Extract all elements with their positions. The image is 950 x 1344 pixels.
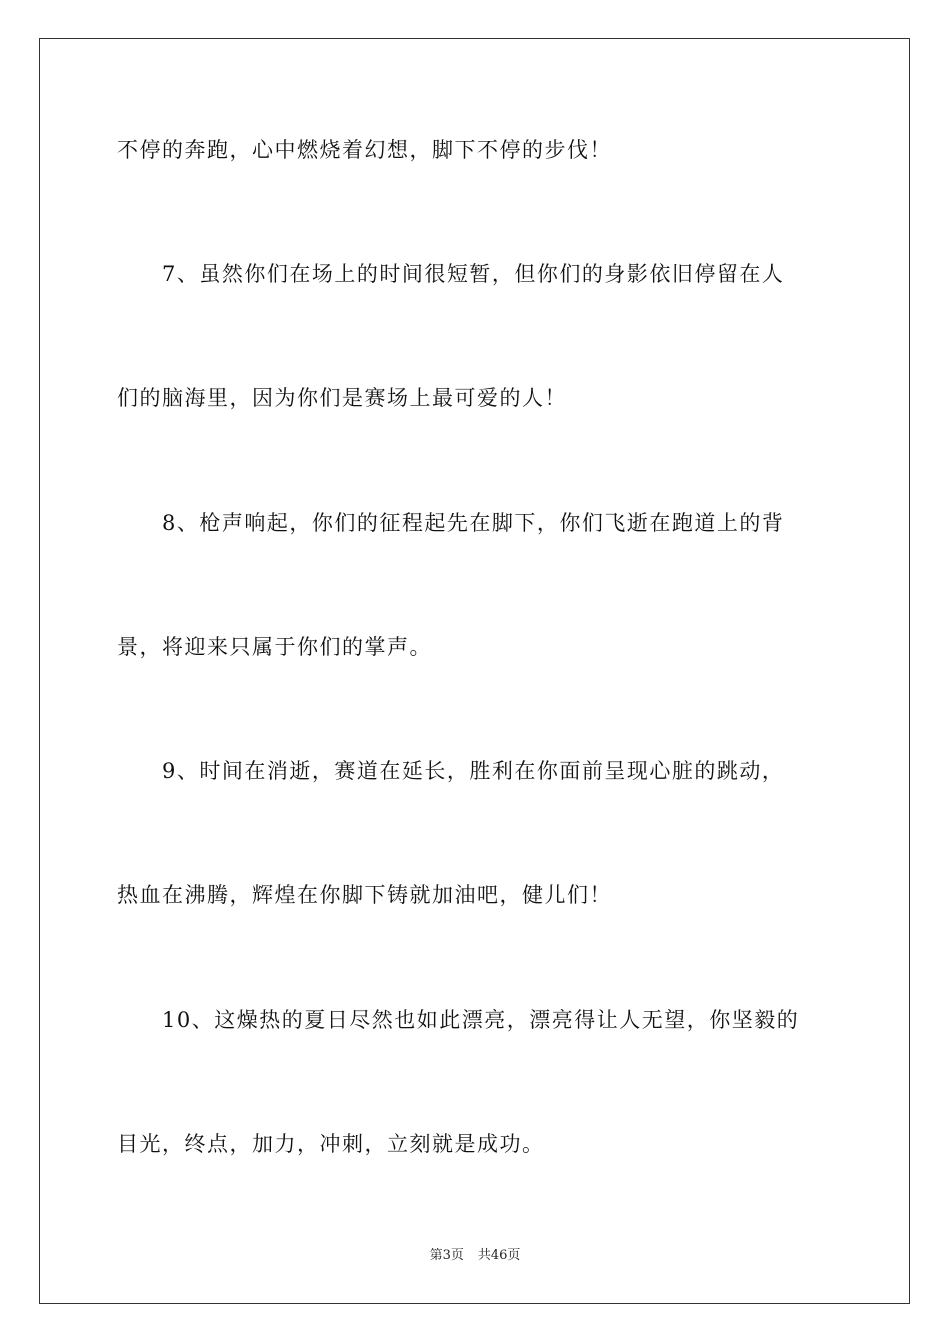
paragraph-line: 10、这燥热的夏日尽然也如此漂亮，漂亮得让人无望，你坚毅的: [162, 1008, 800, 1032]
page-frame: [39, 38, 910, 1304]
paragraph-line: 不停的奔跑，心中燃烧着幻想，脚下不停的步伐！: [117, 138, 612, 162]
page-footer: [0, 1247, 950, 1265]
paragraph-line: 景，将迎来只属于你们的掌声。: [117, 635, 432, 659]
paragraph-line: 目光，终点，加力，冲刺，立刻就是成功。: [117, 1132, 545, 1156]
paragraph-line: 7、虽然你们在场上的时间很短暂，但你们的身影依旧停留在人: [162, 262, 785, 286]
paragraph-line: 9、时间在消逝，赛道在延长，胜利在你面前呈现心脏的跳动，: [162, 759, 785, 783]
paragraph-line: 热血在沸腾，辉煌在你脚下铸就加油吧，健儿们！: [117, 883, 612, 907]
paragraph-line: 8、枪声响起，你们的征程起先在脚下，你们飞逝在跑道上的背: [162, 511, 785, 535]
page-number-total: 共46页: [477, 1248, 521, 1263]
paragraph-line: 们的脑海里，因为你们是赛场上最可爱的人！: [117, 386, 567, 410]
page-number-current: 第3页: [429, 1248, 464, 1263]
